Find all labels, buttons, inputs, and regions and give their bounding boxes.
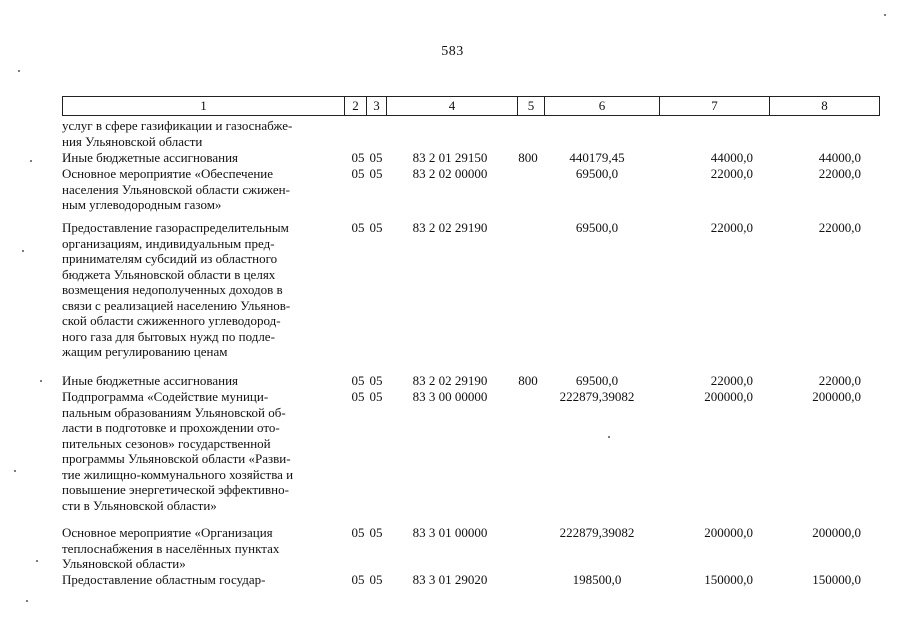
cell-subsection: 05 [369, 166, 383, 181]
row-description: Основное мероприятие «Организация теплоснабжения в населённых пунктах Ульяновской области» [62, 525, 280, 571]
cell-subsection: 05 [369, 220, 383, 235]
header-cell: 3 [366, 97, 386, 115]
header-cell: 8 [769, 97, 879, 115]
cell-amount-8: 22000,0 [818, 166, 861, 181]
cell-target-code: 83 2 02 29190 [412, 373, 488, 388]
row-description: Иные бюджетные ассигнования [62, 373, 239, 388]
header-cell: 7 [659, 97, 769, 115]
scan-speck [36, 560, 38, 562]
table-row [62, 389, 871, 525]
cell-amount-7: 22000,0 [710, 373, 753, 388]
cell-section: 05 [351, 572, 365, 587]
scan-speck [608, 436, 610, 438]
page-number: 583 [441, 44, 464, 59]
cell-amount-6: 69500,0 [575, 166, 619, 181]
cell-amount-8: 200000,0 [812, 389, 861, 404]
cell-section: 05 [351, 389, 365, 404]
table-row [62, 525, 871, 572]
header-cell: 4 [386, 97, 517, 115]
scan-speck [26, 600, 28, 602]
scan-speck [18, 70, 20, 72]
cell-section: 05 [351, 525, 365, 540]
cell-amount-6: 440179,45 [569, 150, 625, 165]
header-cell: 5 [517, 97, 544, 115]
row-description: Иные бюджетные ассигнования [62, 150, 239, 165]
cell-target-code: 83 3 01 00000 [412, 525, 488, 540]
table-row [62, 118, 871, 148]
cell-target-code: 83 3 00 00000 [412, 389, 488, 404]
scan-speck [884, 14, 886, 16]
table-row [62, 166, 871, 220]
row-description: Предоставление газораспределительным организациям, индивидуальным пред- принимателям субсидий из областного бюджета Ульяновской области в целях возмещения недополученных доходов в связи с реализацией населению Ульянов- ской области сжиженного углеводород- ного газа для бытовых нужд по подле- жащим регулированию ценам [62, 220, 291, 359]
row-description: Основное мероприятие «Обеспечение населения Ульяновской области сжижен- ным углеводородным газом» [62, 166, 290, 212]
row-description: услуг в сфере газификации и газоснабже- ния Ульяновской области [62, 118, 293, 149]
cell-expense-type: 800 [518, 373, 538, 388]
cell-section: 05 [351, 220, 365, 235]
cell-section: 05 [351, 150, 365, 165]
table-header-row [62, 96, 880, 116]
cell-section: 05 [351, 373, 365, 388]
cell-target-code: 83 2 02 00000 [412, 166, 488, 181]
cell-subsection: 05 [369, 373, 383, 388]
cell-amount-7: 150000,0 [704, 572, 753, 587]
table-row [62, 220, 871, 373]
cell-target-code: 83 3 01 29020 [412, 572, 488, 587]
cell-subsection: 05 [369, 389, 383, 404]
cell-target-code: 83 2 02 29190 [412, 220, 488, 235]
cell-amount-7: 22000,0 [710, 166, 753, 181]
header-cell: 6 [544, 97, 659, 115]
budget-table [62, 118, 871, 592]
table-row [62, 373, 871, 389]
header-cell: 1 [200, 98, 207, 113]
cell-amount-7: 44000,0 [710, 150, 753, 165]
cell-section: 05 [351, 166, 365, 181]
cell-amount-8: 44000,0 [818, 150, 861, 165]
cell-amount-7: 22000,0 [710, 220, 753, 235]
cell-amount-8: 150000,0 [812, 572, 861, 587]
row-description: Подпрограмма «Содействие муници- пальным образованиям Ульяновской об- ласти в подготовке и прохождении ото- пительных сезонов» государственной программы Ульяновской области «Разви- тие жилищно-коммунального хозяйства и повышение энергетической эффективно- сти в Ульяновской области» [62, 389, 294, 513]
cell-amount-8: 22000,0 [818, 373, 861, 388]
cell-amount-6: 222879,39082 [559, 389, 635, 404]
scan-speck [40, 380, 42, 382]
cell-amount-7: 200000,0 [704, 525, 753, 540]
cell-subsection: 05 [369, 150, 383, 165]
cell-subsection: 05 [369, 525, 383, 540]
scan-speck [30, 160, 32, 162]
table-row [62, 150, 871, 166]
header-cell: 2 [344, 97, 366, 115]
cell-amount-7: 200000,0 [704, 389, 753, 404]
cell-subsection: 05 [369, 572, 383, 587]
cell-amount-6: 69500,0 [575, 220, 619, 235]
cell-amount-8: 200000,0 [812, 525, 861, 540]
cell-amount-8: 22000,0 [818, 220, 861, 235]
cell-amount-6: 69500,0 [575, 373, 619, 388]
cell-expense-type: 800 [518, 150, 538, 165]
cell-amount-6: 198500,0 [572, 572, 622, 587]
cell-target-code: 83 2 01 29150 [412, 150, 488, 165]
cell-amount-6: 222879,39082 [559, 525, 635, 540]
scan-speck [22, 250, 24, 252]
table-row [62, 572, 871, 592]
scan-speck [14, 470, 16, 472]
row-description: Предоставление областным государ- [62, 572, 266, 587]
